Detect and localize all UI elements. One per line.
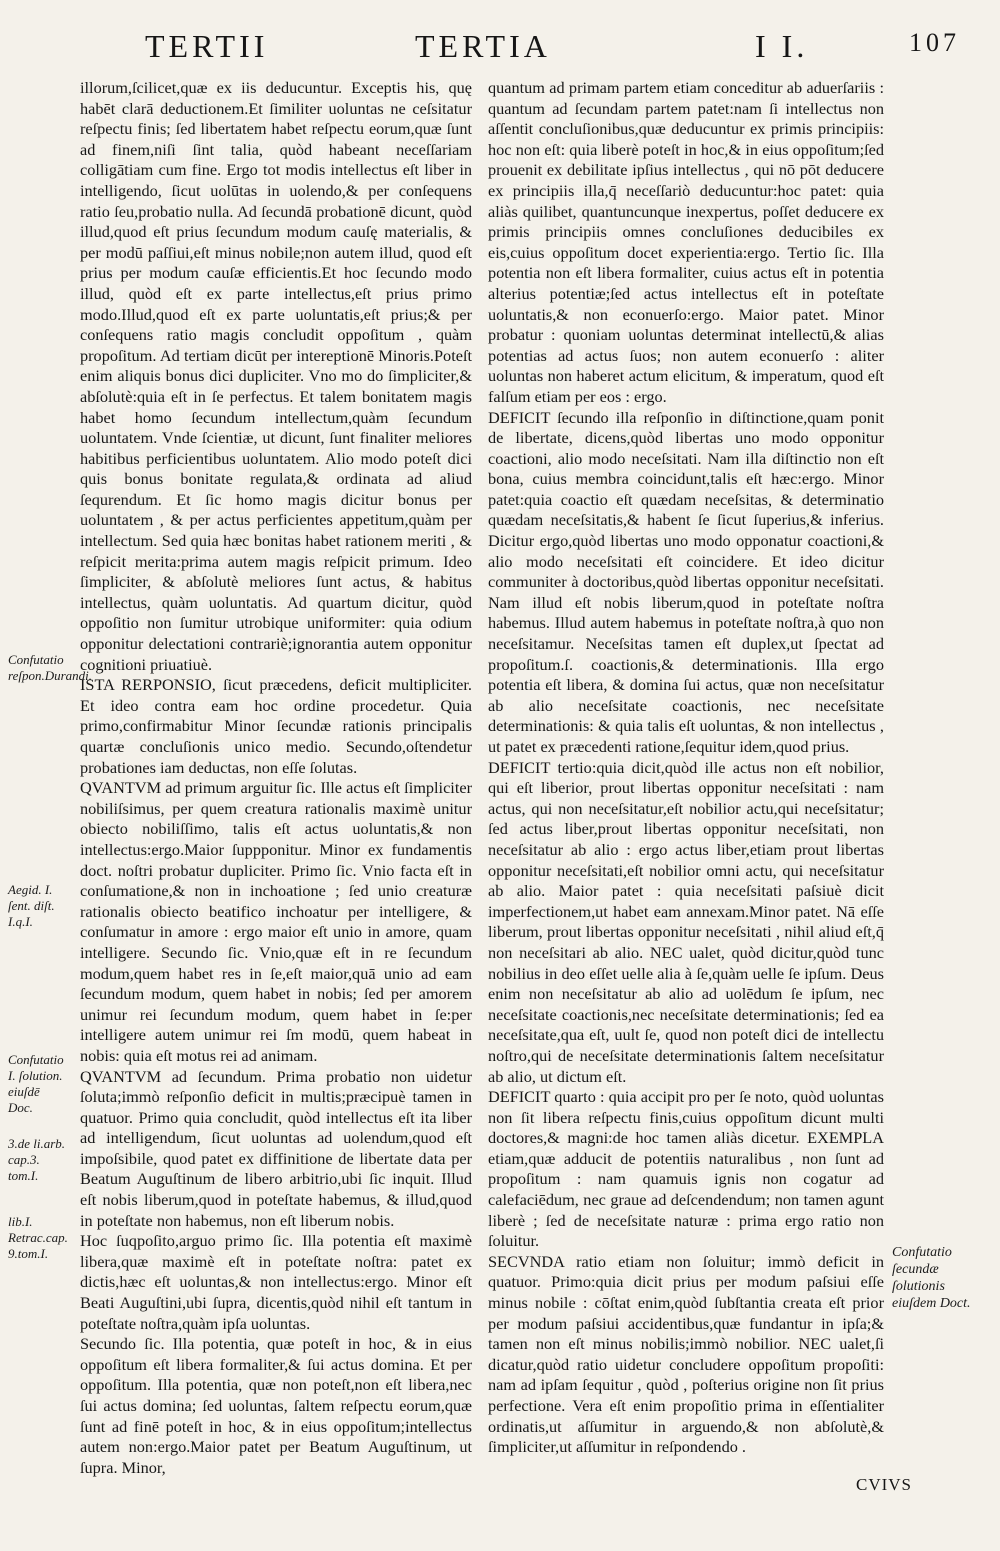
paragraph: DEFICIT tertio:quia dicit,quòd ille actus non eſt nobilior, qui eſt liberior, prout libertas opponitur neceſsitati : nam actus, qui non neceſsitatur,eſt nobilior actu,qui neceſsitatur; ſed actus liber,prout libertas opponitur neceſsitati, non neceſsitatur ab alio : ergo actus liber,etiam prout libertas opponitur neceſsitati,eſt nobilior omni actu, qui neceſsitatur ab alio. Maior patet : quia neceſsitati paſsiuè dicit imperfectionem,ut habet eam annexam.Minor patet. Nā eſſe liberum, prout libertas opponitur neceſsitati , nihil aliud eſt,q̄ non neceſsitari ab alio. NEC ualet, quòd dicitur,quòd tunc nobilius in deo eſſet uelle alia à ſe,quàm uelle ſe ipſum. Deus enim non neceſsitatur ab alio ad uolēdum ſe ipſum, nec neceſsitate coactionis,nec neceſsitate determinationis; ſed ea neceſsitate,qua eſt, uult ſe, quod non poteſt dici de intellectu noſtro,qui de neceſsitate determinationis ſaltem neceſsitatur ab alio, ut dictum eſt. [488,757,884,1086]
paragraph: quantum ad primam partem etiam conceditur ab aduerſariis : quantum ad ſecundam partem patet:nam ſi intellectus non aſſentit concluſionibus,quæ deducuntur ex primis principiis: hoc non eſt: quia liberè poteſt in hoc,& in eius oppoſitum;ſed prouenit ex debilitate ipſius intellectus , qui nō pōt deducere ex principiis illa,q̄ neceſſariò deducuntur:hoc patet: quia aliàs quilibet, quantuncunque inexpertus, poſſet deducere ex primis principiis omnes concluſiones deducibiles ex eis,cuius oppoſitum docet experientia:ergo. Tertio ſic. Illa potentia non eſt libera formaliter, cuius actus eſt in potentia alterius potentiæ;ſed actus intellectus eſt in poteſtate uoluntatis,& non econuerſo:ergo. Maior patet. Minor probatur : quoniam uoluntas determinat intellectū,& alias potentias ad actus ſuos; non autem econuerſo : aliter uoluntas non haberet actum elicitum, & imperatum, quod eſt falſum etiam per eos : ergo. [488,78,884,406]
header-book-number: I I. [755,28,809,64]
folio-number: 107 [909,28,960,57]
running-header [60,28,960,72]
margin-note-augustine: 3.de li.arb. cap.3. tom.I. [8,1136,66,1183]
paragraph: SECVNDA ratio etiam non ſoluitur; immò deficit in quatuor. Primo:quia dicit prius per modum paſsiui eſſe minus nobile : cōſtat enim,quòd ſubſtantia creata eſt prior per modum paſsiui accidentibus,quæ fundantur in ipſa;& tamen non eſt minus nobilis;immò nobilior. NEC ualet,ſi dicatur,quòd ratio uidetur concludere oppoſitum propoſiti: nam ad ipſam ſequitur , quòd , poſterius origine non ſit prius perfectione. Vera eſt enim propoſitio prima in eſſentialiter ordinatis,ut aſſumitur in arguendo,& non abſolutè,& ſimpliciter,ut aſſumitur in reſpondendo . [488,1251,884,1457]
paragraph: ISTA RERPONSIO, ſicut præcedens, deficit multipliciter. Et ideo contra eam hoc ordine procedetur. Quia primo,confirmabitur Minor ſecundæ rationis principalis quartæ concluſionis unico medio. Secundo,oſtendetur probationes iam deductas, non eſſe ſolutas. [80,675,472,777]
right-column [488,78,884,1458]
paragraph: Secundo ſic. Illa potentia, quæ poteſt in hoc, & in eius oppoſitum eſt libera formaliter,& ſui actus domina. Et per oppoſitum. Illa potentia, quæ non poteſt,non eſt libera,nec ſui actus domina; ſed uoluntas, ſaltem reſpectu eorum,quæ ſunt ad finē poteſt in hoc, & in eius oppoſitum;intellectus autem non:ergo.Maior patet per Beatum Auguſtinum, ut ſupra. Minor, [80,1334,472,1477]
paragraph: Hoc ſuqpoſito,arguo primo ſic. Illa potentia eſt maximè libera,quæ maximè eſt in poteſtate noſtra: patet ex dictis,hæc eſt uoluntas,& non intellectus:ergo. Minor eſt Beati Auguſtini,ubi ſupra, dicentis,quòd nihil eſt tantum in poteſtate noſtra,quàm ipſa uoluntas. [80,1231,472,1333]
paragraph: DEFICIT ſecundo illa reſponſio in diſtinctione,quam ponit de libertate, dicens,quòd libertas uno modo opponitur coactioni, alio modo neceſsitati. Nam illa diſtinctio non eſt bona, cuius membra coincidunt,talis eſt hæc:ergo. Minor patet:quia coactio eſt quædam neceſsitas, & determinatio quædam neceſsitatis,& habent ſe ſicut ſuperius,& inferius. Dicitur ergo,quòd libertas uno modo opponatur coactioni,& alio modo neceſsitati eſt coincidere. Et ideo dicitur communiter à doctoribus,quòd libertas opponitur neceſsitati. Nam illud eſt nobis liberum,quod in poteſtate noſtra habemus. Illud autem habemus in poteſtate noſtra,à quo non neceſsitamur. Neceſsitas tamen eſt duplex,ut ſpectat ad propoſitum.ſ. coactionis,& determinationis. Illa ergo potentia eſt libera, & domina ſui actus, quæ non neceſsitatur ab alio neceſsitate coactionis, nec neceſsitate determinationis: & quia talis eſt uoluntas, & non intellectus , ut patet ex præcedenti ratione,ſequitur idem,quod prius. [488,407,884,756]
margin-note-confutatio: Confutatio I. ſolution. eiuſdē Doc. [8,1052,64,1115]
paragraph: DEFICIT quarto : quia accipit pro per ſe noto, quòd uoluntas non ſit libera reſpectu finis,cuius oppoſitum dicunt multi doctores,& magni:de hoc tamen aliàs dicetur. EXEMPLA etiam,quæ adducit de potentiis naturalibus , non ſunt ad propoſitum : nam quamuis ignis non cogatur ad calefaciēdum, nec graue ad deſcendendum; non tamen agunt liberè ; ſed de neceſsitate naturæ : prima ergo ratio non ſoluitur. [488,1087,884,1251]
margin-note-aegidius: Aegid. I. ſent. diſt. I.q.I. [8,882,55,929]
paragraph: QVANTVM ad primum arguitur ſic. Ille actus eſt ſimpliciter nobiliſsimus, per quem creatura rationalis maximè unitur obiecto nobiliſſimo, talis eſt actus uoluntatis,& non intellectus:ergo.Maior ſuppponitur. Minor ex fundamentis doct. noſtri probatur dupliciter. Primo ſic. Vnio facta eſt in conſumatione,& non in inchoatione ; ſed unio creaturæ rationalis obiecto beatifico inchoatur per intelligere, & conſumatur in amore : ergo maior eſt unio in amore, quam intelligere. Secundo ſic. Vnio,quæ eſt in re ſecundum modum,quem habet res in ſe,eſt maior,quā unio ad eam ſecundum modum, quem habet in nobis; ſed per amorem unimur rei ſecundum modum, quem habet in ſe:per intelligere autem unimur rei ſm modū, quem habeat in nobis: quia eſt motus rei ad animam. [80,778,472,1065]
margin-note-retractationes: lib.I. Retrac.cap. 9.tom.I. [8,1214,68,1261]
margin-note-durandi: Confutatio reſpon.Durandi. [8,652,93,683]
header-left: TERTII [145,28,269,64]
paragraph: illorum,ſcilicet,quæ ex iis deducuntur. Exceptis his, quę habēt clarā deductionem.Et ſimiliter uoluntas ne ceſsitatur reſpectu finis; ſed libertatem habet reſpectu eorum,quæ ſunt ad finem,niſi ſint talia, quòd habeant neceſſariam colligātiam cum fine. Ergo tot modis intellectus eſt liber in intelligendo, ſicut uolūtas in uolendo,& per conſequens ratio ſeu,probatio nulla. Ad ſecundā probationē dicunt, quòd illud,quod eſt prius ſecundum modum cauſę materialis, & per modū paſſiui,eſt minus nobile;non autem illud, quod eſt prius per modum cauſæ efficientis.Et hoc ſecundo modo illud, quòd eſt ex parte intellectus,eſt prius primo modo.Illud,quod eſt ex parte uoluntatis,eſt prius;& per conſequens ratio magis concludit oppoſitum , quàm propoſitum. Ad tertiam dicūt per intereptionē Minoris.Poteſt enim aliquis bonus dici dupliciter. Vno mo do ſimpliciter,& abſolutè:quia eſt in ſe perfectus. Et talem bonitatem magis habet homo ſecundum intellectum,quàm ſecundum uoluntatem. Vnde ſcientiæ, ut dicunt, ſunt finaliter meliores habitibus perficientibus uoluntatem. Alio modo poteſt dici quis bonus bonitate regulata,& ordinata ad aliud ſequrendum. Et ſic homo magis dicitur bonus per uoluntatem , & per actus perficientes appetitum,quàm per intellectum. Sed quia hæc bonitas habet rationem meriti , & reſpicit merita:prima autem magis reſpicit primum. Ideo ſimpliciter, & abſolutè meliores ſunt actus, & habitus intellectus, quàm uoluntatis. Ad quartum dicitur, quòd oppoſitio non ſumitur utrobique uniformiter: quia odium opponitur delectationi contrariè;ignorantia autem opponitur cognitioni priuatiuè. [80,78,472,674]
header-center: TERTIA [415,28,551,64]
margin-note-secundae: Confutatio ſecundæ ſolutionis eiuſdem Doct. [892,1245,971,1311]
paragraph: QVANTVM ad ſecundum. Prima probatio non uidetur ſoluta;immò reſponſio deficit in multis;præcipuè tamen in quatuor. Primo quia concludit, quòd intellectus eſt ita liber ad intelligendum, ſicut uoluntas ad uolendum,quod eſt impoſsibile, quod patet ex diffinitione de libertate data per Beatum Auguſtinum de libero arbitrio,ubi ſic inquit. Illud eſt nobis liberum,quod in poteſtate habemus, & illud,quod in poteſtate non habemus, non eſt liberum nobis. [80,1066,472,1230]
left-column [80,78,472,1478]
catchword: CVIVS [855,1475,912,1494]
